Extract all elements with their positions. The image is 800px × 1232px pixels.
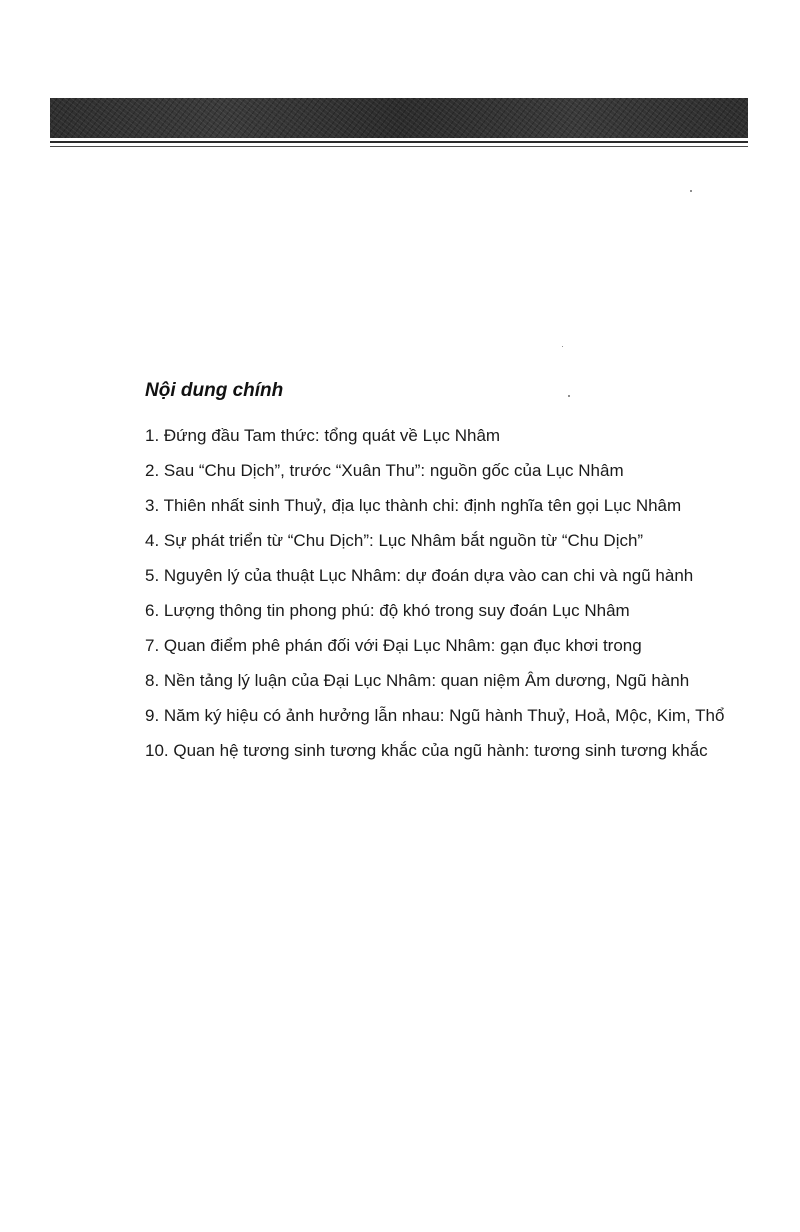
list-item: 4. Sự phát triển từ “Chu Dịch”: Lục Nhâm bắt nguồn từ “Chu Dịch”: [145, 531, 644, 550]
list-item: 9. Năm ký hiệu có ảnh hưởng lẫn nhau: Ngũ hành Thuỷ, Hoả, Mộc, Kim, Thổ: [145, 706, 725, 725]
list-item: 1. Đứng đầu Tam thức: tổng quát về Lục Nhâm: [145, 426, 501, 445]
table-of-contents: [145, 378, 785, 768]
list-item: 10. Quan hệ tương sinh tương khắc của ngũ hành: tương sinh tương khắc: [145, 741, 708, 760]
list-item: 5. Nguyên lý của thuật Lục Nhâm: dự đoán dựa vào can chi và ngũ hành: [145, 566, 694, 585]
header-band: [50, 98, 748, 138]
list-item: 7. Quan điểm phê phán đối với Đại Lục Nhâm: gạn đục khơi trong: [145, 636, 642, 655]
list-item: 8. Nền tảng lý luận của Đại Lục Nhâm: quan niệm Âm dương, Ngũ hành: [145, 671, 690, 690]
header-rule-thick: [50, 141, 748, 143]
list-item: 6. Lượng thông tin phong phú: độ khó trong suy đoán Lục Nhâm: [145, 601, 630, 620]
section-title: Nội dung chính: [145, 380, 284, 401]
list-item: 2. Sau “Chu Dịch”, trước “Xuân Thu”: nguồn gốc của Lục Nhâm: [145, 461, 624, 480]
header-rule-thin: [50, 146, 748, 147]
scan-speck: [562, 346, 563, 347]
scan-speck: [690, 190, 692, 192]
contents-list: [145, 418, 785, 768]
list-item: 3. Thiên nhất sinh Thuỷ, địa lục thành chi: định nghĩa tên gọi Lục Nhâm: [145, 496, 682, 515]
